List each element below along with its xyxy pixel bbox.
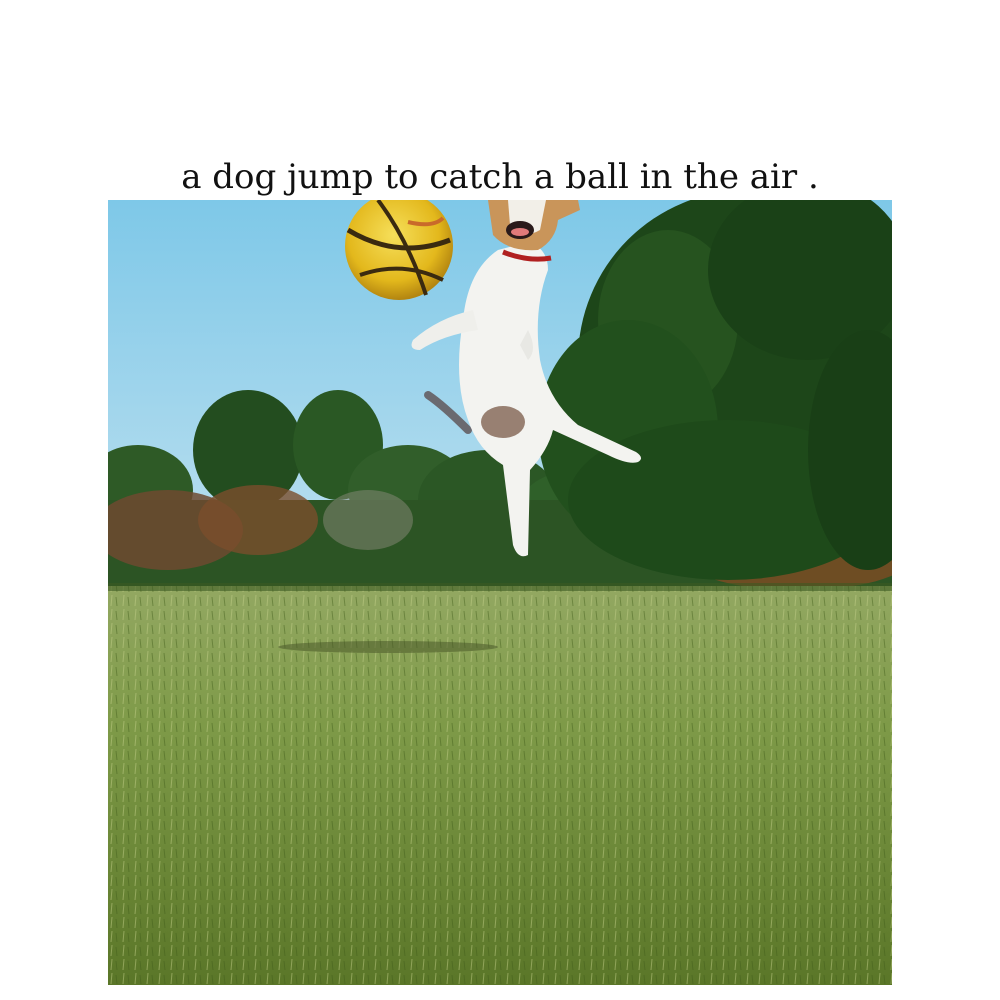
photo [108,200,892,985]
image-caption: a dog jump to catch a ball in the air . [181,157,819,197]
photo-scene [108,200,892,985]
